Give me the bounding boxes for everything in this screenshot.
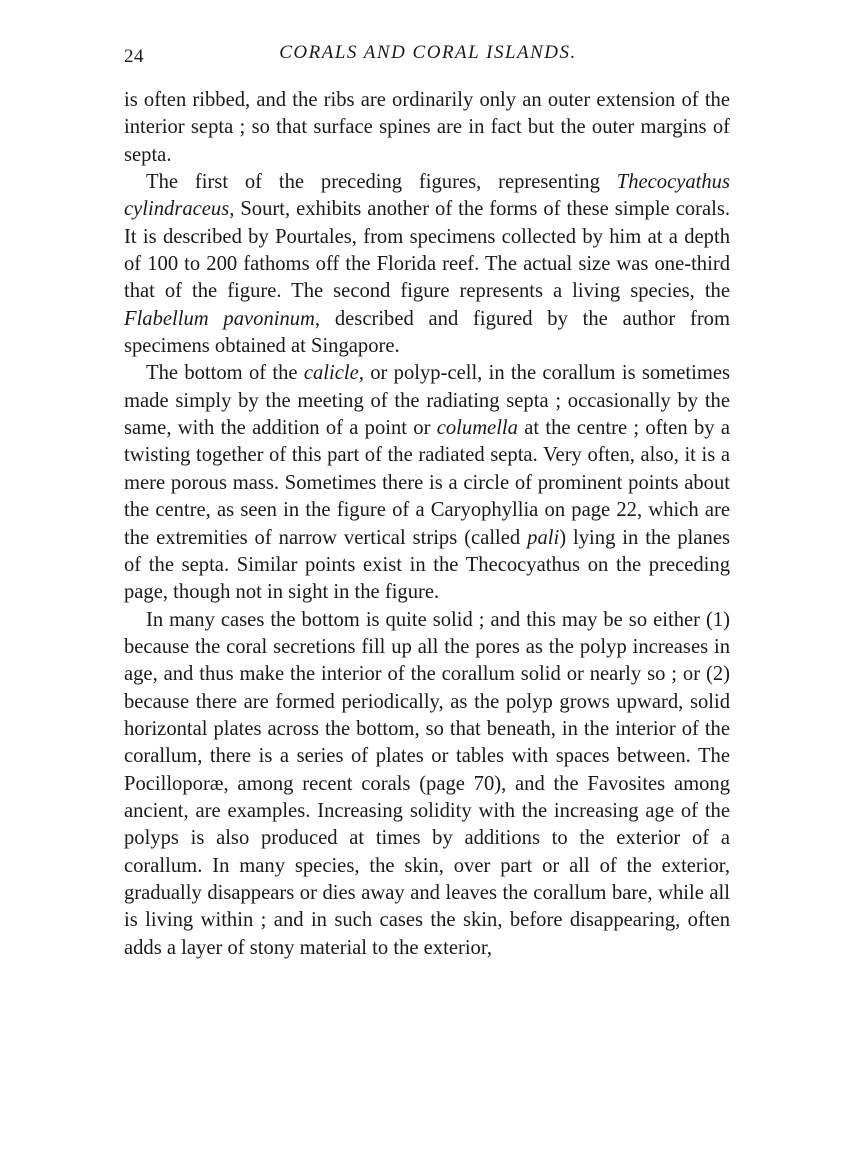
paragraph xyxy=(124,87,730,169)
italic-term: calicle, xyxy=(303,362,364,385)
text-span: In many cases the bottom is quite solid ; and this may be so either (1) because the coral secretions fill up all the pores as the polyp increases in age, and thus make the interior of the corallum solid or nearly so ; or (2) because there are formed periodically, as the polyp grows upward, solid horizontal plates across the bottom, so that beneath, in the interior of the corallum, there is a series of plates or tables with spaces between. The Pocilloporæ, among recent corals (page 70), and the Favosites among ancient, are examples. Increasing solidity with the increasing age of the polyps is also produced at times by additions to the exterior of a corallum. In many species, the skin, over part or all of the exterior, gradually disappears or dies away and leaves the corallum bare, while all is living within ; and in such cases the skin, before disappearing, often adds a layer of stony material to the exterior, xyxy=(124,608,730,959)
text-span: The bottom of the xyxy=(146,362,304,385)
text-span: or polyp-cell, in the corallum is sometimes made simply by the meeting of the radiating septa ; occasionally by the same, with the addition of a point or xyxy=(124,362,730,440)
running-head xyxy=(124,42,732,72)
italic-term: Flabellum pavoninum, xyxy=(124,307,321,330)
text-span: ) lying in the planes of the septa. Similar points exist in the Thecocyathus on the preceding page, though not in sight in the figure. xyxy=(124,526,730,604)
text-span: is often ribbed, and the ribs are ordinarily only an outer extension of the interior septa ; so that surface spines are in fact but the outer margins of septa. xyxy=(124,89,730,166)
text-span: described and figured by the author from specimens obtained at Singapore. xyxy=(124,307,730,358)
text-span: at the centre ; often by a twisting together of this part of the radiated septa. Very often, also, it is a mere porous mass. Sometimes there is a circle of prominent points about the centre, as seen in the figure of a Caryophyllia on page 22, which are the extremities of narrow vertical strips (called xyxy=(124,417,730,549)
page-number: 24 xyxy=(124,46,144,67)
body-text xyxy=(124,87,730,962)
italic-term: pali xyxy=(527,526,560,549)
running-title: CORALS AND CORAL ISLANDS. xyxy=(279,42,577,63)
paragraph xyxy=(124,607,730,962)
text-span: Sourt, exhibits another of the forms of these simple corals. It is described by Pourtales, from specimens collected by him at a depth of 100 to 200 fathoms off the Florida reef. The actual size was one-third that of the figure. The second figure represents a living species, the xyxy=(124,198,730,303)
italic-term: Thecocyathus cylindraceus, xyxy=(124,171,730,221)
paragraph xyxy=(124,360,730,606)
italic-term: columella xyxy=(436,417,518,440)
text-span: The first of the preceding figures, representing xyxy=(146,171,617,194)
paragraph xyxy=(124,169,730,360)
